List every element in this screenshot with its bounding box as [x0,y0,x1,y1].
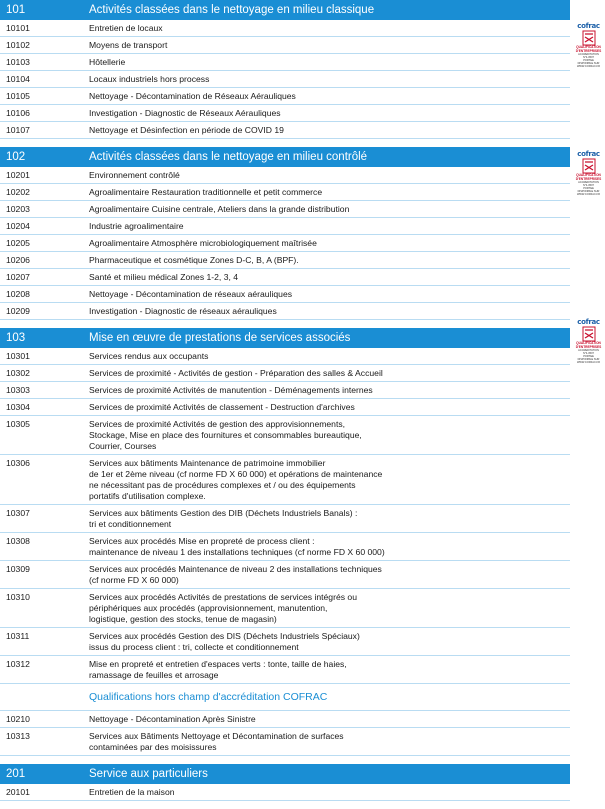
row-code: 10103 [6,56,30,67]
row-code: 10105 [6,90,30,101]
row-label: Locaux industriels hors process [89,73,210,84]
row-label: Services aux Bâtiments Nettoyage et Décontamination de surfaces contaminées par des moisissures [89,730,344,752]
row-label: Nettoyage - Décontamination Après Sinistre [89,713,256,724]
row-label: Services aux procédés Mise en propreté de process client : maintenance de niveau 1 des installations techniques (cf norme FD X 60 000) [89,535,385,557]
logo-qualification: QUALIFICATION D'ENTREPRISES [575,45,602,53]
row-code: 10107 [6,124,30,135]
table-row [0,365,570,382]
row-label: Moyens de transport [89,39,168,50]
row-label: Mise en propreté et entretien d'espaces verts : tonte, taille de haies, ramassage de feuilles et arrosage [89,658,347,680]
row-code: 10106 [6,107,30,118]
table-row [0,561,570,589]
row-label: Nettoyage - Décontamination de Réseaux Aérauliques [89,90,296,101]
row-label: Environnement contrôlé [89,169,180,180]
cofrac-mark-icon [582,30,596,46]
row-code: 10208 [6,288,30,299]
row-label: Agroalimentaire Cuisine centrale, Ateliers dans la grande distribution [89,203,350,214]
row-code: 10307 [6,507,30,518]
row-label: Investigation - Diagnostic de réseaux aérauliques [89,305,277,316]
table-row [0,784,570,801]
logo-brand: cofrac [577,318,600,326]
logo-qualification: QUALIFICATION D'ENTREPRISES [575,341,602,349]
row-label: Services aux procédés Gestion des DIS (Déchets Industriels Spéciaux) issus du process client : tri, collecte et conditionnement [89,630,360,652]
row-code: 10201 [6,169,30,180]
section-header [0,328,570,348]
logo-fine-print: ACCREDITATION N°4-0507 PORTEE DISPONIBLE SUR WWW.COFRAC.FR [576,53,601,69]
section-103 [0,328,570,756]
row-code: 10304 [6,401,30,412]
row-code: 10204 [6,220,30,231]
table-row [0,105,570,122]
table-row [0,218,570,235]
table-row [0,88,570,105]
logo-brand: cofrac [577,150,600,158]
table-row [0,656,570,684]
row-code: 10306 [6,457,30,468]
table-row [0,184,570,201]
subheading: Qualifications hors champ d'accréditation COFRAC [0,684,570,711]
row-label: Investigation - Diagnostic de Réseaux Aérauliques [89,107,281,118]
table-row [0,167,570,184]
table-row [0,252,570,269]
table-row [0,533,570,561]
table-row [0,235,570,252]
logo-qualification: QUALIFICATION D'ENTREPRISES [575,173,602,181]
table-row [0,416,570,455]
section-code: 102 [6,151,26,163]
logo-fine-print: ACCREDITATION N°4-0507 PORTEE DISPONIBLE SUR WWW.COFRAC.FR [576,349,601,365]
section-title: Service aux particuliers [89,768,208,780]
table-row [0,20,570,37]
table-row [0,399,570,416]
section-title: Activités classées dans le nettoyage en milieu classique [89,4,375,16]
cofrac-logo [574,150,603,196]
section-header [0,0,570,20]
table-row [0,728,570,756]
table-row [0,286,570,303]
section-header [0,764,570,784]
row-label: Services aux bâtiments Gestion des DIB (Déchets Industriels Banals) : tri et conditionnement [89,507,358,529]
row-label: Services de proximité Activités de gestion des approvisionnements, Stockage, Mise en place des fournitures et consommables bureautique, Courrier, Courses [89,418,362,451]
table-row [0,122,570,139]
row-code: 10209 [6,305,30,316]
table-row [0,71,570,88]
row-code: 10205 [6,237,30,248]
row-code: 10309 [6,563,30,574]
section-header [0,147,570,167]
row-label: Industrie agroalimentaire [89,220,184,231]
table-row [0,348,570,365]
table-row [0,303,570,320]
row-code: 10303 [6,384,30,395]
row-code: 10313 [6,730,30,741]
logo-brand: cofrac [577,22,600,30]
row-code: 10101 [6,22,30,33]
row-code: 10302 [6,367,30,378]
section-title: Mise en œuvre de prestations de services associés [89,332,351,344]
logo-fine-print: ACCREDITATION N°4-0507 PORTEE DISPONIBLE SUR WWW.COFRAC.FR [576,181,601,197]
row-label: Entretien de la maison [89,786,175,797]
row-code: 10206 [6,254,30,265]
row-code: 10203 [6,203,30,214]
section-code: 101 [6,4,26,16]
section-code: 103 [6,332,26,344]
section-101 [0,0,570,139]
table-row [0,201,570,218]
row-code: 10104 [6,73,30,84]
row-label: Santé et milieu médical Zones 1-2, 3, 4 [89,271,239,282]
cofrac-mark-icon [582,326,596,342]
table-row [0,455,570,505]
row-code: 10311 [6,630,30,641]
row-code: 10312 [6,658,30,669]
table-row [0,628,570,656]
section-102 [0,147,570,320]
table-row [0,37,570,54]
row-label: Nettoyage et Désinfection en période de COVID 19 [89,124,284,135]
table-row [0,54,570,71]
row-code: 10210 [6,713,30,724]
row-label: Nettoyage - Décontamination de réseaux aérauliques [89,288,293,299]
row-label: Pharmaceutique et cosmétique Zones D-C, B, A (BPF). [89,254,299,265]
table-row [0,505,570,533]
row-code: 10207 [6,271,30,282]
row-code: 10310 [6,591,30,602]
row-code: 10308 [6,535,30,546]
row-code: 10305 [6,418,30,429]
table-row [0,711,570,728]
cofrac-mark-icon [582,158,596,174]
table-row [0,589,570,628]
row-label: Agroalimentaire Atmosphère microbiologiquement maîtrisée [89,237,317,248]
row-label: Hôtellerie [89,56,126,67]
section-code: 201 [6,768,26,780]
table-row [0,269,570,286]
row-label: Entretien de locaux [89,22,163,33]
row-code: 10202 [6,186,30,197]
section-title: Activités classées dans le nettoyage en milieu contrôlé [89,151,368,163]
row-code: 10301 [6,350,30,361]
row-label: Services de proximité - Activités de gestion - Préparation des salles & Accueil [89,367,383,378]
row-label: Services aux procédés Activités de prestations de services intégrés ou périphériques aux procédés (approvisionnement, manutention, logistique, gestion des stocks, tenue de magasin) [89,591,357,624]
row-label: Services de proximité Activités de manutention - Déménagements internes [89,384,373,395]
row-label: Services de proximité Activités de classement - Destruction d'archives [89,401,355,412]
row-label: Services aux bâtiments Maintenance de patrimoine immobilier de 1er et 2ème niveau (cf norme FD X 60 000) et opérations de maintenance ne nécessitant pas de procédures complexes et / ou des équipements portatifs d'utilisation complexe. [89,457,383,501]
cofrac-logo [574,318,603,364]
row-code: 20101 [6,786,30,797]
row-label: Agroalimentaire Restauration traditionnelle et petit commerce [89,186,323,197]
row-code: 10102 [6,39,30,50]
cofrac-logo [574,22,603,68]
table-row [0,382,570,399]
row-label: Services aux procédés Maintenance de niveau 2 des installations techniques (cf norme FD X 60 000) [89,563,382,585]
row-label: Services rendus aux occupants [89,350,209,361]
